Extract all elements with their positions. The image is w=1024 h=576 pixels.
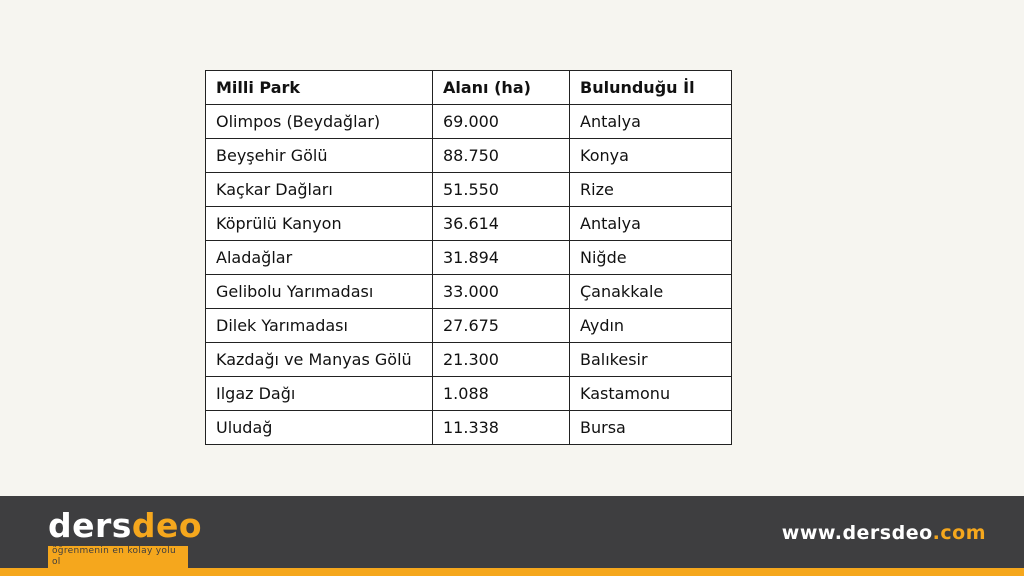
logo-slogan: öğrenmenin en kolay yolu ol	[48, 546, 188, 568]
cell-park-name: Olimpos (Beydağlar)	[206, 105, 433, 139]
table-row	[206, 173, 732, 207]
cell-park-name: Köprülü Kanyon	[206, 207, 433, 241]
cell-park-name: Dilek Yarımadası	[206, 309, 433, 343]
cell-area: 27.675	[433, 309, 570, 343]
cell-province: Konya	[570, 139, 732, 173]
cell-province: Rize	[570, 173, 732, 207]
cell-park-name: Kazdağı ve Manyas Gölü	[206, 343, 433, 377]
cell-area: 1.088	[433, 377, 570, 411]
cell-province: Çanakkale	[570, 275, 732, 309]
cell-province: Kastamonu	[570, 377, 732, 411]
table-row	[206, 207, 732, 241]
cell-area: 33.000	[433, 275, 570, 309]
cell-area: 11.338	[433, 411, 570, 445]
footer-bar	[0, 496, 1024, 576]
url-suffix: .com	[932, 522, 986, 544]
table-row	[206, 105, 732, 139]
cell-province: Antalya	[570, 105, 732, 139]
logo-part-ders: ders	[48, 506, 132, 545]
table-row	[206, 139, 732, 173]
cell-province: Antalya	[570, 207, 732, 241]
header-area: Alanı (ha)	[433, 71, 570, 105]
cell-park-name: Uludağ	[206, 411, 433, 445]
table-header-row	[206, 71, 732, 105]
url-prefix: www.	[781, 522, 843, 544]
table-row	[206, 275, 732, 309]
cell-province: Aydın	[570, 309, 732, 343]
url-domain: dersdeo	[842, 522, 933, 544]
cell-province: Balıkesir	[570, 343, 732, 377]
dersdeo-logo[interactable]	[48, 506, 203, 567]
cell-area: 88.750	[433, 139, 570, 173]
cell-area: 21.300	[433, 343, 570, 377]
logo-part-deo: deo	[131, 506, 203, 545]
table-row	[206, 343, 732, 377]
header-province: Bulunduğu İl	[570, 71, 732, 105]
cell-province: Niğde	[570, 241, 732, 275]
header-park-name: Milli Park	[206, 71, 433, 105]
cell-park-name: Ilgaz Dağı	[206, 377, 433, 411]
cell-park-name: Gelibolu Yarımadası	[206, 275, 433, 309]
table-row	[206, 377, 732, 411]
cell-area: 36.614	[433, 207, 570, 241]
cell-park-name: Kaçkar Dağları	[206, 173, 433, 207]
cell-park-name: Aladağlar	[206, 241, 433, 275]
cell-area: 31.894	[433, 241, 570, 275]
cell-park-name: Beyşehir Gölü	[206, 139, 433, 173]
table-row	[206, 309, 732, 343]
footer-accent-stripe	[0, 568, 1024, 576]
website-url-link[interactable]	[782, 522, 986, 544]
national-parks-table	[205, 70, 732, 445]
table-row	[206, 241, 732, 275]
cell-province: Bursa	[570, 411, 732, 445]
table-row	[206, 411, 732, 445]
logo-wordmark	[48, 506, 203, 545]
cell-area: 51.550	[433, 173, 570, 207]
cell-area: 69.000	[433, 105, 570, 139]
national-parks-table-container	[205, 70, 732, 445]
